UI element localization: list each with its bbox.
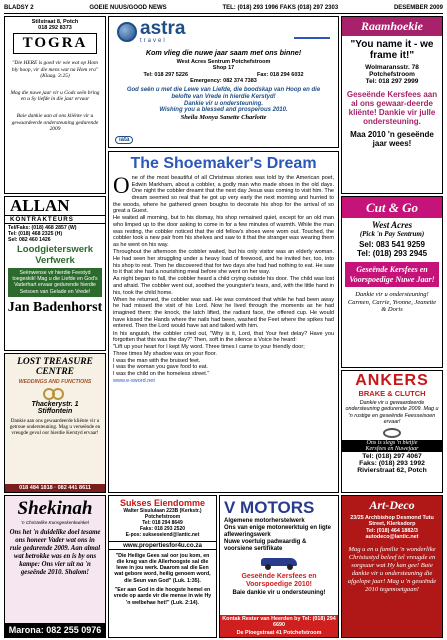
raamhoekie-ad	[341, 16, 443, 194]
shekinah-name: Shekinah	[17, 498, 93, 519]
astra-brand	[140, 20, 185, 44]
article-poem	[113, 344, 334, 377]
ankers-tagline-2: Kersfees en Nuwejaar	[342, 446, 442, 452]
vmotors-address: De Ploegstraat 41 Potchefstroom	[220, 629, 338, 637]
astra-sub: travel	[140, 38, 167, 44]
togra-closing: Baie dankie aan al ons kliënte vir u gewaardeerde ondersteuning gedurende 2009	[11, 112, 99, 133]
vmotors-contact: Kontak Rester van Heerden by Tel: (018) 294 6690	[220, 615, 338, 629]
astra-travel-ad	[108, 16, 339, 148]
astra-fax: Fax: 018 294 6032	[257, 72, 304, 78]
sukses-email[interactable]: E-pos: sukseseiend@lantic.net	[125, 531, 200, 538]
raamhoekie-wishes: Geseënde Kersfees aan al ons gewaar-deerde kliënte! Dankie vir julle ondersteuning.	[346, 90, 438, 126]
artdeco-email[interactable]: autodeco@lantic.net	[365, 533, 419, 540]
cutgo-tel: Tel: (018) 293 2945	[356, 249, 428, 258]
issue-date: DESEMBER 2009	[393, 4, 443, 11]
publication-name: GOEIE NUUS/GOOD NEWS	[89, 4, 167, 11]
togra-ad	[4, 16, 106, 194]
shekinah-ad	[4, 495, 106, 638]
article-paragraph: Throughout the afternoon the cobbler waited, but his only visitor was an elderly woman. He had seen her struggling under a heavy load of firewood, and he invited her, too, into his shop to rest. Then he discovered that for two days she had had nothing to eat. He saw to it that she had a nourishing meal before she went on her way.	[113, 249, 334, 276]
sukses-faks: Faks: 018 293 2520	[139, 525, 186, 532]
poem-line: "Lift up your heart for I kept My word. Three times I came to your friendly door;	[113, 344, 305, 351]
art-deco-ad	[341, 495, 443, 638]
togra-address: Stilstraat 8, Potch	[31, 19, 79, 25]
raamhoekie-slogan: "You name it - we frame it!"	[350, 39, 434, 61]
astra-globe-icon	[117, 22, 137, 42]
sukses-address1: Walter Sisululaan 223B (Kerkstr.)	[123, 508, 202, 514]
allan-name: ALLAN	[10, 196, 70, 215]
vmotors-thanks: Baie dankie vir u ondersteuning!	[232, 590, 326, 596]
sukses-website[interactable]: www.propertiesfor4u.co.za	[109, 541, 216, 550]
astra-emergency: Emergency: 082 374 7383	[190, 78, 257, 84]
astra-tel: Tel: 018 297 5226	[143, 72, 189, 78]
astra-header	[109, 17, 338, 44]
page-number: BLADSY 2	[4, 4, 34, 11]
poem-line: I was the man with the bruised feet.	[113, 357, 201, 364]
article-title: The Shoemaker's Dream	[130, 155, 317, 172]
car-icon	[257, 556, 301, 570]
raamhoekie-new-year: Maa 2010 'n geseënde jaar wees!	[350, 130, 434, 148]
togra-name: TOGRA	[22, 35, 88, 51]
sukses-quote-1: "Die Heilige Gees sal oor jou kom, en die krag van die Allerhoogste sal die lewe in jou werk. Daarom sal die Een wat gebore word, heilig genoem word, die Seun van God" (Luk. 1:35).	[114, 552, 211, 584]
article-body	[113, 175, 334, 344]
vmotors-service-item: Ons van enige motorwerktuig en ligte afleweringswerk	[224, 525, 332, 538]
ankers-faks: Faks: (018) 293 1992	[359, 459, 425, 467]
allan-services: Loodgieterswerk Verfwerk	[16, 244, 94, 266]
poem-line: Three times My shadow was on your floor.	[113, 350, 217, 357]
article-dropcap: O	[113, 173, 130, 198]
article-source-link[interactable]: www.e-sword.net	[113, 378, 155, 385]
lost-sub: WEDDINGS AND FUNCTIONS	[18, 379, 92, 385]
cutgo-location: West Acres	[371, 220, 413, 230]
poem-line: I was the child on the homeless street."	[113, 370, 210, 377]
togra-logo	[13, 33, 97, 54]
astra-tagline: Kom vlieg die nuwe jaar saam met ons binne!	[145, 48, 302, 57]
togra-phone: 018 292 8373	[38, 25, 72, 31]
iata-logo: iata	[115, 136, 133, 144]
ankers-message: Dankie vir u gewaardeerde ondersteuning gedurende 2009. Mag u 'n rustige en geseënde Feesseisoen ervaar!	[345, 400, 439, 426]
artdeco-address: 23/25 Archbishop Desmond Tutu Street, Klerksdorp	[350, 515, 434, 528]
cut-and-go-ad	[341, 196, 443, 368]
allan-tel: Tel/Faks: (018) 468 2857 (W)	[8, 225, 77, 231]
allan-message: Seënwense vir hierdie Feestyd toegeskik! Mag u die Liefde en God's Vaderhart ervaar gedurende hierdie Seisoen van Gelade en Vrede!	[8, 268, 102, 297]
article-paragraph: As night began to fall, the cobbler heard a child crying outside his door. The child was lost and afraid. The cobbler went out, soothed the youngster's tears, and, with the little hand in his, took the child home.	[113, 276, 334, 296]
shoemaker-article	[108, 151, 339, 493]
allan-cel: Sel: 082 460 1426	[8, 237, 51, 243]
vmotors-service-item: Nuwe voertuig padwaardig & voorsiene sertifikate	[224, 539, 307, 552]
ankers-brake-icon	[383, 428, 401, 438]
travel-icon	[294, 25, 330, 39]
ankers-sub: BRAKE & CLUTCH	[358, 389, 426, 398]
allan-tel2: Tel: (018) 468 2325 (H)	[8, 231, 63, 237]
wedding-rings-icon	[35, 388, 75, 400]
raamhoekie-tel: Tel: 018 297 2999	[365, 78, 419, 85]
article-paragraph: When he returned, the cobbler was sad. He was convinced that while he had been away he had missed the visit of his Lord. Now he lived through the moments as he had imagined them: the knock, the latch lifted, the radiant face, the offered cup. He would have kissed the Hands where the nails had been, washed the Feet where the spikes had entered. Then the Lord would have sat and talked with him.	[113, 296, 334, 330]
vmotors-services	[220, 518, 338, 553]
artdeco-tel: Tel: (018) 464 1882/3	[366, 527, 418, 534]
sukses-address2: Potchefstroom	[144, 513, 181, 520]
lost-title-centre: CENTRE	[35, 367, 74, 377]
sukses-tel: Tel: 018 294 8649	[142, 519, 183, 526]
ankers-address: Rivierstraat 62, Potch	[357, 466, 427, 474]
ankers-ad	[341, 370, 443, 493]
astra-name: astra	[140, 18, 186, 39]
lost-address1: Thackerystr. 1	[31, 401, 79, 408]
astra-wishes: Wishing you a blessed and prosperous 2010.	[159, 107, 288, 113]
ankers-tagline: Ons is slegs 'n bietjie	[342, 440, 442, 446]
v-motors-ad	[219, 495, 339, 638]
astra-message: God seën u met die Lewe van Liefde, die boodskap van Hoop en die belofte van Vrede in hierdie Kerstyd!	[126, 87, 321, 100]
lost-address2: Stiffontein	[37, 408, 73, 415]
lost-title: LOST TREASURE	[17, 357, 93, 367]
lost-treasure-ad	[4, 353, 106, 493]
ankers-name: ANKERS	[355, 372, 429, 389]
artdeco-message: Mag u en u familie 'n wonderlike Christustyd beleef tel vreugde en sorgsuur wat Hy kan gee! Baie dankie vir u ondersteuning die afgelope jaar! Mag u 'n geseënde 2010 tegemoetgaan!	[347, 545, 437, 593]
cutgo-cell: Sel: 083 541 9259	[359, 240, 425, 249]
astra-shop: Shop 17	[212, 65, 235, 71]
poem-line: I was the woman you gave food to eat.	[113, 364, 208, 371]
cutgo-thanks: Dankie vir u ondersteuning! Carmen, Carrie, Yvonne, Jeanette & Doris	[347, 291, 437, 313]
raamhoekie-address2: Potchefstroom	[369, 71, 415, 78]
cutgo-name: Cut & Go	[342, 197, 442, 218]
allan-sub: KONTRAKTEURS	[5, 215, 105, 224]
article-paragraph-1-text: ne of the most beautiful of all Christmas stories was told by the American poet, Edwin Markham, about a cobbler, a godly man who made shoes in the old days. One night the cobbler dreamt that the next day Jesus was coming to visit him. The dream seemed so real that he got up very early the next morning and hurried to the woods, where he gathered green boughs to decorate his shop for the arrival of so great a Guest.	[113, 175, 334, 215]
sukses-eiendomme-ad	[108, 495, 217, 638]
article-paragraph: In his anguish, the cobbler cried out, "Why is it, Lord, that Your feet delay? Have you forgotten that this was the day?" Then, soft in the silence a Voice he heard:	[113, 330, 334, 344]
astra-address: West Acres Sentrum Potchefstroom	[176, 59, 271, 65]
ankers-tel: Tel: (018) 297 4067	[362, 452, 422, 460]
allan-person: Jan Badenhorst	[7, 299, 103, 315]
lost-phones: 018 484 1818 · 082 441 8611	[5, 484, 105, 492]
artdeco-name: Art-Deco	[369, 498, 415, 512]
vmotors-name: V MOTORS	[224, 498, 315, 517]
vmotors-greeting: Geseënde Kersfees en Voorspoedige 2010!	[241, 573, 317, 588]
astra-thanks: Dankie vir u ondersteuning.	[183, 101, 263, 107]
shekinah-sub: 'n Christelike Kunsgeskenkwinkel	[21, 520, 89, 525]
raamhoekie-address1: Wolmaransstr. 78	[365, 64, 419, 71]
astra-staff: Sheila Monya Sanette Charlotte	[180, 114, 267, 121]
shekinah-phone: Marona: 082 255 0976	[5, 623, 105, 637]
raamhoekie-name: Raamhoekie	[342, 17, 442, 36]
page-header	[4, 2, 443, 14]
togra-wish: Mag die nuwe jaar vir u Gods seën bring en u Sy liefde in die jaar ervaar	[10, 89, 100, 103]
lost-message: Dankie aan ons gewaardeerde kliënte vir u getroue ondersteuning. Mag u verseënde en vreugde gevul oor hierdie Kerstyd ervaar!	[9, 418, 101, 437]
cutgo-location-detail: (Pick 'n Pay Sentrum)	[359, 230, 425, 238]
publication-contact: TEL: (018) 293 1996 FAKS (018) 297 2303	[222, 4, 339, 11]
vmotors-service-item: Algemene motorherstelwerk	[224, 518, 305, 524]
article-paragraph	[113, 175, 334, 215]
sukses-quote-2: "Eer aan God in die hoogste hemel en vrede op aarde vir die mense in wie Hy 'n welbehae het!" (Luk. 2:14).	[113, 587, 212, 606]
allan-contractors-ad	[4, 196, 106, 351]
cutgo-greeting: Geseënde Kersfees en Voorspoedige Nuwe Jaar!	[345, 262, 439, 287]
shekinah-message: Ons het 'n duidelike doel tesame ons honeer Vader wat ons in ruie gedurende 2009. Aan almal wat betrokke was en is by ons kampe: Ons vier uit na 'n geseënde 2010. Shalom!	[9, 529, 101, 576]
togra-verse: "Die HERE is goed vir wie wat op Hom bly hoop, vir die mens wat na Hom vra" (Klaag. 3:25)	[11, 60, 99, 80]
sukses-name: Sukses Eiendomme	[119, 498, 206, 508]
article-paragraph: He waited all morning, but to his dismay, his shop remained quiet, except for an old man who limped up to the door asking to come in for a few minutes of warmth. While the man was resting, the cobbler noticed that the old fellow's shoes were worn out. Touched, the cobbler took a new pair from his shelves and saw to it that the stranger was wearing them as he went on his way.	[113, 215, 334, 249]
